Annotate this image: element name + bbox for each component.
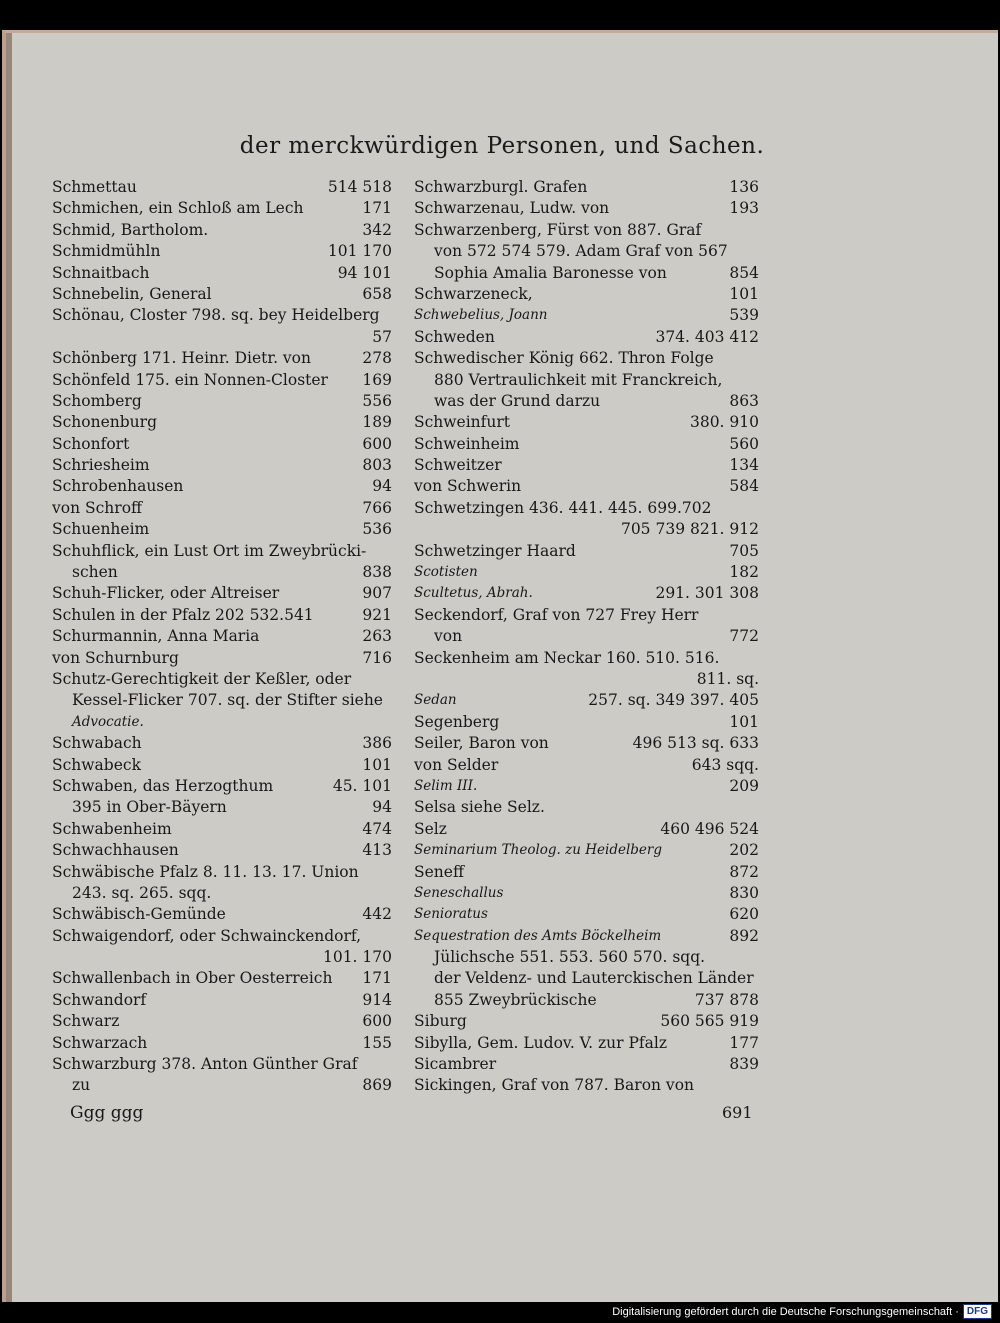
index-entry — [52, 904, 392, 925]
entry-term: 395 in Ober-Bäyern — [72, 798, 227, 817]
entry-page-numbers: 643 sqq. — [691, 755, 759, 774]
index-entry — [414, 198, 759, 219]
index-entry — [52, 305, 392, 326]
entry-page-numbers: 907 — [362, 584, 392, 603]
entry-page-numbers: 863 — [729, 391, 759, 410]
entry-page-numbers: 278 — [362, 349, 392, 368]
index-entry — [52, 476, 392, 497]
entry-page-numbers: 169 — [362, 370, 392, 389]
entry-term: Selsa siehe Selz. — [414, 798, 545, 817]
entry-page-numbers: 380. 910 — [689, 413, 759, 432]
entry-page-numbers: 620 — [729, 905, 759, 924]
entry-term: Schriesheim — [52, 456, 150, 475]
entry-term: von Schurnburg — [52, 648, 179, 667]
index-entry — [52, 177, 392, 198]
entry-page-numbers: 496 513 sq. 633 — [632, 734, 759, 753]
index-entry — [52, 220, 392, 241]
entry-page-numbers: 171 — [362, 199, 392, 218]
index-entry — [414, 605, 759, 626]
entry-term: Schönberg 171. Heinr. Dietr. von — [52, 349, 311, 368]
entry-page-numbers: 892 — [729, 926, 759, 945]
index-entry — [52, 626, 392, 647]
index-entry — [52, 348, 392, 369]
entry-term: Kessel-Flicker 707. sq. der Stifter siehe — [72, 691, 383, 710]
index-entry — [52, 541, 392, 562]
entry-page-numbers: 921 — [362, 605, 392, 624]
index-entry — [52, 583, 392, 604]
entry-term: Schwabenheim — [52, 819, 172, 838]
index-entry — [414, 434, 759, 455]
index-entry — [414, 348, 759, 369]
entry-term: Schwetzinger Haard — [414, 541, 576, 560]
entry-page-numbers: 257. sq. 349 397. 405 — [588, 691, 759, 710]
entry-term: Schmidmühln — [52, 242, 161, 261]
entry-page-numbers: 342 — [362, 220, 392, 239]
entry-term: Schönau, Closter 798. sq. bey Heidelberg — [52, 306, 380, 325]
index-entry — [414, 776, 759, 797]
entry-term: 855 Zweybrückische — [434, 990, 597, 1009]
entry-page-numbers: 658 — [362, 284, 392, 303]
entry-page-numbers: 189 — [362, 413, 392, 432]
index-entry — [52, 1011, 392, 1032]
entry-term: Schurmannin, Anna Maria — [52, 627, 260, 646]
entry-page-numbers: 869 — [362, 1076, 392, 1095]
entry-page-numbers: 442 — [362, 905, 392, 924]
index-entry — [414, 370, 759, 391]
index-entry — [52, 1033, 392, 1054]
entry-term: Scotisten — [414, 564, 478, 581]
entry-page-numbers: 705 — [729, 541, 759, 560]
entry-term: der Veldenz- und Lauterckischen Länder — [434, 969, 754, 988]
entry-term: Advocatie. — [72, 713, 144, 730]
index-entry — [414, 926, 759, 947]
index-entry — [414, 455, 759, 476]
entry-page-numbers: 830 — [729, 883, 759, 902]
entry-page-numbers: 94 — [372, 798, 392, 817]
entry-page-numbers: 474 — [362, 819, 392, 838]
entry-term: Schwebelius, Joann — [414, 307, 548, 324]
entry-term: Selz — [414, 819, 447, 838]
entry-page-numbers: 716 — [362, 648, 392, 667]
index-entry — [414, 476, 759, 497]
index-entry — [52, 412, 392, 433]
index-entry — [414, 648, 759, 669]
index-entry — [414, 305, 759, 326]
entry-term: Seiler, Baron von — [414, 734, 549, 753]
index-entry — [414, 862, 759, 883]
index-entry — [52, 605, 392, 626]
entry-term: Schuenheim — [52, 520, 150, 539]
entry-page-numbers: 514 518 — [327, 178, 392, 196]
entry-page-numbers: 839 — [729, 1055, 759, 1074]
entry-term: Schwaben, das Herzogthum — [52, 776, 274, 795]
entry-page-numbers: 854 — [729, 263, 759, 282]
index-entry — [414, 947, 759, 968]
entry-page-numbers: 263 — [362, 627, 392, 646]
index-entry — [414, 840, 759, 861]
index-entry — [52, 284, 392, 305]
entry-term: Schwachhausen — [52, 841, 179, 860]
entry-term: Seckenheim am Neckar 160. 510. 516. — [414, 648, 720, 667]
digitization-credit — [612, 1304, 992, 1319]
index-entry — [414, 797, 759, 818]
entry-term: von Schwerin — [414, 477, 522, 496]
index-entry — [414, 583, 759, 604]
page-header: der merckwürdigen Personen, und Sachen. — [239, 133, 765, 159]
entry-term: Schwarzach — [52, 1033, 148, 1052]
entry-term: Jülichsche 551. 553. 560 570. sqq. — [434, 948, 706, 967]
entry-term: Segenberg — [414, 712, 500, 731]
entry-term: zu — [72, 1076, 91, 1095]
index-column-left — [52, 177, 392, 1097]
entry-term: Schuhflick, ein Lust Ort im Zweybrücki- — [52, 541, 367, 560]
entry-term: Sickingen, Graf von 787. Baron von — [414, 1076, 695, 1095]
entry-term: von 572 574 579. Adam Graf von 567 — [434, 242, 728, 261]
entry-page-numbers: 560 565 919 — [660, 1012, 759, 1031]
index-entry — [52, 862, 392, 883]
index-entry — [414, 541, 759, 562]
entry-page-numbers: 539 — [729, 306, 759, 325]
index-entry — [52, 391, 392, 412]
index-entry — [52, 712, 392, 733]
entry-term: Schwäbisch-Gemünde — [52, 905, 226, 924]
entry-page-numbers: 134 — [729, 456, 759, 475]
index-entry — [52, 926, 392, 947]
entry-page-numbers: 101. 170 — [322, 948, 392, 967]
index-entry — [52, 327, 392, 348]
entry-page-numbers: 803 — [362, 456, 392, 475]
index-entry — [52, 562, 392, 583]
entry-page-numbers: 460 496 524 — [660, 819, 759, 838]
index-entry — [414, 968, 759, 989]
index-entry — [414, 327, 759, 348]
entry-term: Seckendorf, Graf von 727 Frey Herr — [414, 605, 699, 624]
index-entry — [52, 840, 392, 861]
entry-page-numbers: 386 — [362, 734, 392, 753]
entry-page-numbers: 177 — [729, 1033, 759, 1052]
index-entry — [52, 519, 392, 540]
index-entry — [414, 241, 759, 262]
entry-term: Schwarzenau, Ludw. von — [414, 199, 610, 218]
index-entry — [52, 434, 392, 455]
entry-term: Schweitzer — [414, 456, 502, 475]
index-entry — [414, 562, 759, 583]
entry-term: Schwabeck — [52, 755, 141, 774]
index-entry — [52, 1075, 392, 1096]
index-entry — [52, 776, 392, 797]
entry-term: Schwarzburgl. Grafen — [414, 178, 588, 196]
entry-term: von Selder — [414, 755, 499, 774]
entry-term: 880 Vertraulichkeit mit Franckreich, — [434, 370, 723, 389]
index-entry — [52, 669, 392, 690]
entry-term: Schwarz — [52, 1012, 120, 1031]
entry-term: Sophia Amalia Baronesse von — [434, 263, 667, 282]
entry-page-numbers: 413 — [362, 841, 392, 860]
dfg-logo: DFG — [963, 1304, 992, 1319]
entry-page-numbers: 101 — [362, 755, 392, 774]
entry-term: Schwedischer König 662. Thron Folge — [414, 349, 714, 368]
entry-term: Siburg — [414, 1012, 467, 1031]
entry-term: Schmid, Bartholom. — [52, 220, 209, 239]
signature-mark: Ggg ggg — [70, 1103, 144, 1123]
entry-term: Senioratus — [414, 906, 488, 923]
index-entry — [52, 498, 392, 519]
entry-term: Schmichen, ein Schloß am Lech — [52, 199, 304, 218]
index-entry — [52, 733, 392, 754]
index-entry — [414, 733, 759, 754]
entry-page-numbers: 705 739 821. 912 — [620, 520, 759, 539]
entry-term: Schonfort — [52, 434, 130, 453]
entry-term: Schwarzeneck, — [414, 284, 533, 303]
entry-term: Schweinheim — [414, 434, 520, 453]
entry-term: Seneff — [414, 862, 464, 881]
entry-page-numbers: 171 — [362, 969, 392, 988]
index-entry — [52, 755, 392, 776]
entry-page-numbers: 202 — [729, 841, 759, 860]
index-entry — [414, 519, 759, 540]
entry-term: Schonenburg — [52, 413, 157, 432]
index-entry — [414, 391, 759, 412]
entry-page-numbers: 45. 101 — [332, 776, 392, 795]
index-entry — [52, 370, 392, 391]
entry-term: Schulen in der Pfalz 202 532.541 — [52, 605, 314, 624]
index-entry — [52, 455, 392, 476]
entry-page-numbers: 374. 403 412 — [655, 327, 759, 346]
catchword-number: 691 — [722, 1103, 753, 1122]
index-entry — [52, 241, 392, 262]
entry-page-numbers: 193 — [729, 199, 759, 218]
entry-term: Schwaigendorf, oder Schwainckendorf, — [52, 926, 362, 945]
credit-text: Digitalisierung gefördert durch die Deutsche Forschungsgemeinschaft · — [612, 1305, 959, 1318]
index-entry — [414, 1054, 759, 1075]
entry-term: Sicambrer — [414, 1055, 497, 1074]
entry-term: Sedan — [414, 692, 457, 709]
entry-term: Seneschallus — [414, 884, 504, 901]
entry-term: Schnebelin, General — [52, 284, 212, 303]
book-page — [2, 30, 998, 1302]
entry-page-numbers: 536 — [362, 520, 392, 539]
index-entry — [52, 947, 392, 968]
index-entry — [414, 284, 759, 305]
index-entry — [52, 198, 392, 219]
entry-term: Schwäbische Pfalz 8. 11. 13. 17. Union — [52, 862, 359, 881]
index-entry — [414, 990, 759, 1011]
entry-term: Schwarzenberg, Fürst von 887. Graf — [414, 220, 702, 239]
entry-term: von — [434, 627, 463, 646]
entry-term: Schweden — [414, 327, 495, 346]
index-entry — [52, 797, 392, 818]
index-entry — [414, 412, 759, 433]
entry-term: Schrobenhausen — [52, 477, 184, 496]
entry-term: Schweinfurt — [414, 413, 511, 432]
index-entry — [52, 883, 392, 904]
entry-page-numbers: 737 878 — [694, 990, 759, 1009]
entry-page-numbers: 101 — [729, 284, 759, 303]
entry-term: Schmettau — [52, 178, 137, 196]
index-entry — [52, 990, 392, 1011]
entry-term: was der Grund darzu — [434, 391, 601, 410]
entry-page-numbers: 766 — [362, 498, 392, 517]
index-entry — [414, 177, 759, 198]
entry-term: Sibylla, Gem. Ludov. V. zur Pfalz — [414, 1033, 668, 1052]
entry-term: Schwandorf — [52, 990, 147, 1009]
entry-term: Schnaitbach — [52, 263, 150, 282]
entry-page-numbers: 136 — [729, 178, 759, 196]
index-column-right — [414, 177, 759, 1097]
entry-term: Schuh-Flicker, oder Altreiser — [52, 584, 280, 603]
entry-page-numbers: 291. 301 308 — [655, 584, 759, 603]
index-entry — [414, 626, 759, 647]
index-entry — [52, 648, 392, 669]
entry-page-numbers: 838 — [362, 563, 392, 582]
entry-page-numbers: 94 — [372, 477, 392, 496]
page-edge — [6, 33, 12, 1302]
entry-term: Schwabach — [52, 734, 142, 753]
entry-page-numbers: 94 101 — [337, 263, 392, 282]
index-entry — [52, 690, 392, 711]
entry-page-numbers: 155 — [362, 1033, 392, 1052]
entry-page-numbers: 209 — [729, 776, 759, 795]
index-entry — [414, 712, 759, 733]
entry-page-numbers: 182 — [729, 563, 759, 582]
index-entry — [414, 755, 759, 776]
index-entry — [414, 690, 759, 711]
entry-page-numbers: 556 — [362, 391, 392, 410]
entry-page-numbers: 57 — [372, 327, 392, 346]
entry-term: Selim III. — [414, 777, 478, 794]
entry-term: Schutz-Gerechtigkeit der Keßler, oder — [52, 669, 352, 688]
entry-term: Schomberg — [52, 391, 142, 410]
entry-term: Scultetus, Abrah. — [414, 585, 533, 602]
entry-page-numbers: 584 — [729, 477, 759, 496]
entry-term: Seminarium Theolog. zu Heidelberg — [414, 842, 662, 859]
entry-page-numbers: 772 — [729, 627, 759, 646]
index-entry — [52, 263, 392, 284]
entry-page-numbers: 600 — [362, 434, 392, 453]
entry-page-numbers: 101 — [729, 712, 759, 731]
entry-page-numbers: 914 — [362, 990, 392, 1009]
index-entry — [414, 1011, 759, 1032]
index-entry — [414, 220, 759, 241]
entry-term: Schönfeld 175. ein Nonnen-Closter — [52, 370, 328, 389]
index-entry — [414, 819, 759, 840]
entry-term: Schwarzburg 378. Anton Günther Graf — [52, 1055, 358, 1074]
entry-term: Schwetzingen 436. 441. 445. 699.702 — [414, 498, 712, 517]
entry-page-numbers: 560 — [729, 434, 759, 453]
index-entry — [414, 263, 759, 284]
entry-term: von Schroff — [52, 498, 143, 517]
index-entry — [52, 819, 392, 840]
entry-term: schen — [72, 563, 118, 582]
entry-term: Sequestration des Amts Böckelheim — [414, 927, 662, 944]
index-entry — [414, 904, 759, 925]
index-entry — [414, 669, 759, 690]
index-entry — [414, 1033, 759, 1054]
entry-page-numbers: 872 — [729, 862, 759, 881]
index-entry — [52, 968, 392, 989]
entry-page-numbers: 600 — [362, 1012, 392, 1031]
entry-term: 243. sq. 265. sqq. — [72, 883, 212, 902]
index-entry — [414, 1075, 759, 1096]
entry-page-numbers: 101 170 — [327, 242, 392, 261]
index-entry — [414, 883, 759, 904]
index-entry — [414, 498, 759, 519]
index-entry — [52, 1054, 392, 1075]
entry-page-numbers: 811. sq. — [696, 669, 759, 688]
entry-term: Schwallenbach in Ober Oesterreich — [52, 969, 333, 988]
